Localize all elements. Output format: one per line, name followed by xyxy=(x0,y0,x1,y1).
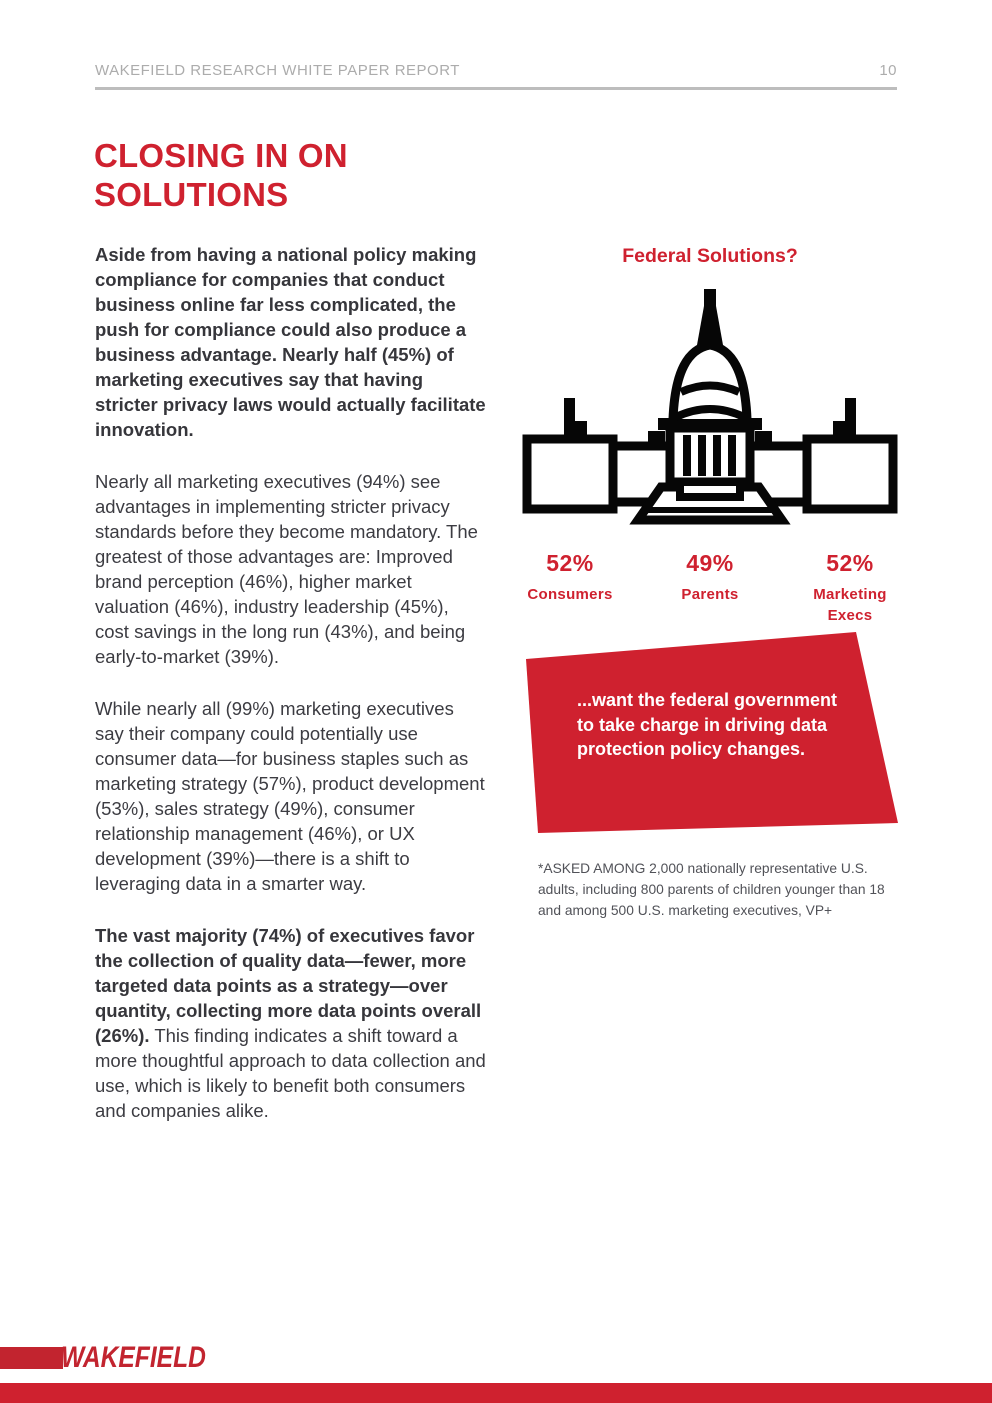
survey-footnote: *ASKED AMONG 2,000 nationally representative U.S. adults, including 800 parents of children younger than 18 and among 500 U.S. marketing executives, VP+ xyxy=(538,861,885,918)
article-body xyxy=(95,242,487,1150)
page-number: 10 xyxy=(879,62,897,79)
paragraph-4 xyxy=(95,923,487,1123)
header-rule xyxy=(95,87,897,90)
stat-parents xyxy=(640,550,780,626)
stat-label: Parents xyxy=(681,586,739,603)
stat-marketing-execs xyxy=(780,550,920,626)
paragraph-2: Nearly all marketing executives (94%) see advantages in implementing stricter privacy standards before they become mandatory. The greatest of those advantages are: Improved brand perception (46%), higher market valuation (46%), industry leadership (45%), cost savings in the long run (43%), and being early-to-market (39%). xyxy=(95,471,478,667)
footer-red-bar xyxy=(0,1383,992,1403)
paragraph-1: Aside from having a national policy making compliance for companies that conduct business online far less complicated, the push for compliance could also produce a business advantage. Nearly half (45%) of marketing executives say that having stricter privacy laws would actually facilitate innovation. xyxy=(95,244,486,440)
stats-row xyxy=(500,550,920,626)
logo-text: WAKEFIELD xyxy=(61,1341,206,1374)
paragraph-3: While nearly all (99%) marketing executives say their company could potentially use consumer data—for business staples such as marketing strategy (57%), product development (53%), sales strategy (49%), consumer relationship management (46%), or UX development (39%)—there is a shift to leveraging data in a smarter way. xyxy=(95,698,485,894)
wakefield-logo xyxy=(0,1340,300,1376)
aside-heading: Federal Solutions? xyxy=(622,245,798,267)
paragraph-4-regular: This finding indicates a shift toward a more thoughtful approach to data collection and use, which is likely to benefit both consumers and companies alike. xyxy=(95,1025,486,1121)
stat-value: 52% xyxy=(826,550,874,576)
stat-value: 49% xyxy=(686,550,734,576)
page-title: CLOSING IN ON SOLUTIONS xyxy=(94,137,348,213)
page-header xyxy=(95,62,897,79)
stat-value: 52% xyxy=(546,550,594,576)
callout-box xyxy=(518,628,906,844)
paragraph-4-bold: The vast majority (74%) of executives favor the collection of quality data—fewer, more targeted data points as a strategy—over quantity, collecting more data points overall (26%). xyxy=(95,925,482,1046)
stat-label: Marketing Execs xyxy=(813,586,887,624)
callout-text: ...want the federal government to take charge in driving data protection policy changes. xyxy=(577,690,838,759)
logo-bar xyxy=(0,1347,63,1369)
stat-consumers xyxy=(500,550,640,626)
report-header-title: WAKEFIELD RESEARCH WHITE PAPER REPORT xyxy=(95,62,460,79)
capitol-building-icon xyxy=(520,288,900,534)
stat-label: Consumers xyxy=(527,586,613,603)
